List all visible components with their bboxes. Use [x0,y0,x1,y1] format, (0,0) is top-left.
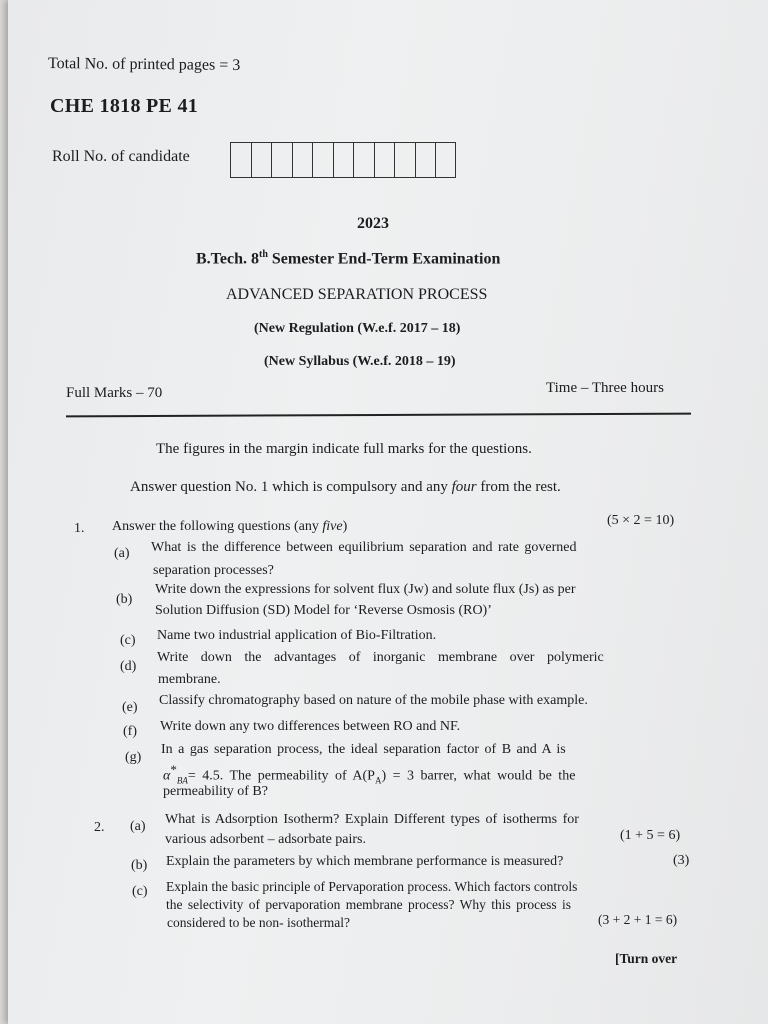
roll-box [271,142,292,178]
roll-box [333,142,354,178]
q1g-line2-mid: = 4.5. The permeability of A(P [187,768,375,784]
regulation: (New Regulation (W.e.f. 2017 – 18) [254,321,461,336]
q1b-line2: Solution Diffusion (SD) Model for ‘Reverse Osmosis (RO)’ [155,603,492,618]
q1-text-ital: five [322,519,343,534]
q1a-line2: separation processes? [153,563,274,578]
q1d-line1: Write down the advantages of inorganic membrane over polymeric [157,650,604,665]
instruction-marks: The figures in the margin indicate full marks for the questions. [156,441,532,457]
turn-over: [Turn over [615,951,678,966]
q2a-marks: (1 + 5 = 6) [620,828,681,843]
syllabus: (New Syllabus (W.e.f. 2018 – 19) [264,354,456,369]
roll-box [394,142,415,178]
exam-title-sup: th [258,249,268,260]
roll-box [292,142,313,178]
q2c-marks: (3 + 2 + 1 = 6) [598,912,678,927]
instruction-answer-post: from the rest. [476,479,561,495]
q1g-line2-end: ) = 3 barrer, what would be the [381,768,576,784]
q1g-line2 [163,762,575,785]
q1a-label: (a) [114,546,130,561]
q2-number: 2. [94,820,105,835]
header-divider [66,413,691,418]
q1c-label: (c) [120,633,136,648]
exam-year: 2023 [357,215,389,232]
q2b-label: (b) [131,858,148,873]
alpha-star: * [170,762,177,777]
q1-text-pre: Answer the following questions (any [112,519,323,534]
q1a-line1: What is the difference between equilibrium separation and rate governed [151,540,577,555]
q1b-label: (b) [116,592,133,607]
q1g-line3: permeability of B? [163,784,268,799]
instruction-answer-ital: four [451,479,477,495]
roll-box [374,142,395,178]
exam-title-pre: B.Tech. 8 [196,250,259,268]
q2a-line2: various adsorbent – adsorbate pairs. [165,832,366,847]
course-code: CHE 1818 PE 41 [50,95,199,117]
exam-title-post: Semester End-Term Examination [267,250,501,268]
roll-label: Roll No. of candidate [52,148,190,165]
total-pages: Total No. of printed pages = 3 [47,54,241,75]
q1d-label: (d) [120,659,137,674]
q2a-label: (a) [130,819,146,834]
q1-text-post: ) [342,519,348,534]
q1c-line1: Name two industrial application of Bio-Filtration. [157,628,437,643]
q1f-line1: Write down any two differences between RO and NF. [160,719,461,734]
subject-title: ADVANCED SEPARATION PROCESS [226,286,488,303]
full-marks: Full Marks – 70 [66,385,163,401]
q1-text [112,519,347,535]
perm-sub: A [374,775,382,786]
instruction-answer-pre: Answer question No. 1 which is compulsory and any [130,479,452,495]
q2c-label: (c) [132,884,148,899]
exam-title [196,249,500,268]
q1f-label: (f) [123,724,137,739]
q1-number: 1. [74,521,85,536]
roll-box [251,142,272,178]
roll-box [353,142,374,178]
q1g-label: (g) [125,750,142,765]
roll-box [230,142,251,178]
q2a-line1: What is Adsorption Isotherm? Explain Different types of isotherms for [165,812,579,827]
exam-paper [8,0,768,1024]
instruction-answer [130,479,561,496]
q2b-line1: Explain the parameters by which membrane performance is measured? [166,854,564,869]
q1e-label: (e) [122,700,138,715]
roll-box [415,142,436,178]
q1e-line1: Classify chromatography based on nature of the mobile phase with example. [159,693,588,708]
roll-box [435,142,456,178]
alpha-symbol: α [163,768,171,784]
q2c-line3: considered to be non- isothermal? [167,915,350,930]
q2c-line2: the selectivity of pervaporation membrane process? Why this process is [166,897,572,912]
q2c-line1: Explain the basic principle of Pervaporation process. Which factors controls [166,879,578,894]
time-allowed: Time – Three hours [546,380,664,396]
roll-box [312,142,333,178]
q1d-line2: membrane. [158,672,221,687]
alpha-sub: BA [176,775,188,786]
roll-number-boxes [230,142,456,178]
q1-marks: (5 × 2 = 10) [607,513,675,528]
q1b-line1: Write down the expressions for solvent flux (Jw) and solute flux (Js) as per [155,582,576,597]
q2b-marks: (3) [673,853,690,868]
q1g-line1: In a gas separation process, the ideal separation factor of B and A is [161,742,566,757]
